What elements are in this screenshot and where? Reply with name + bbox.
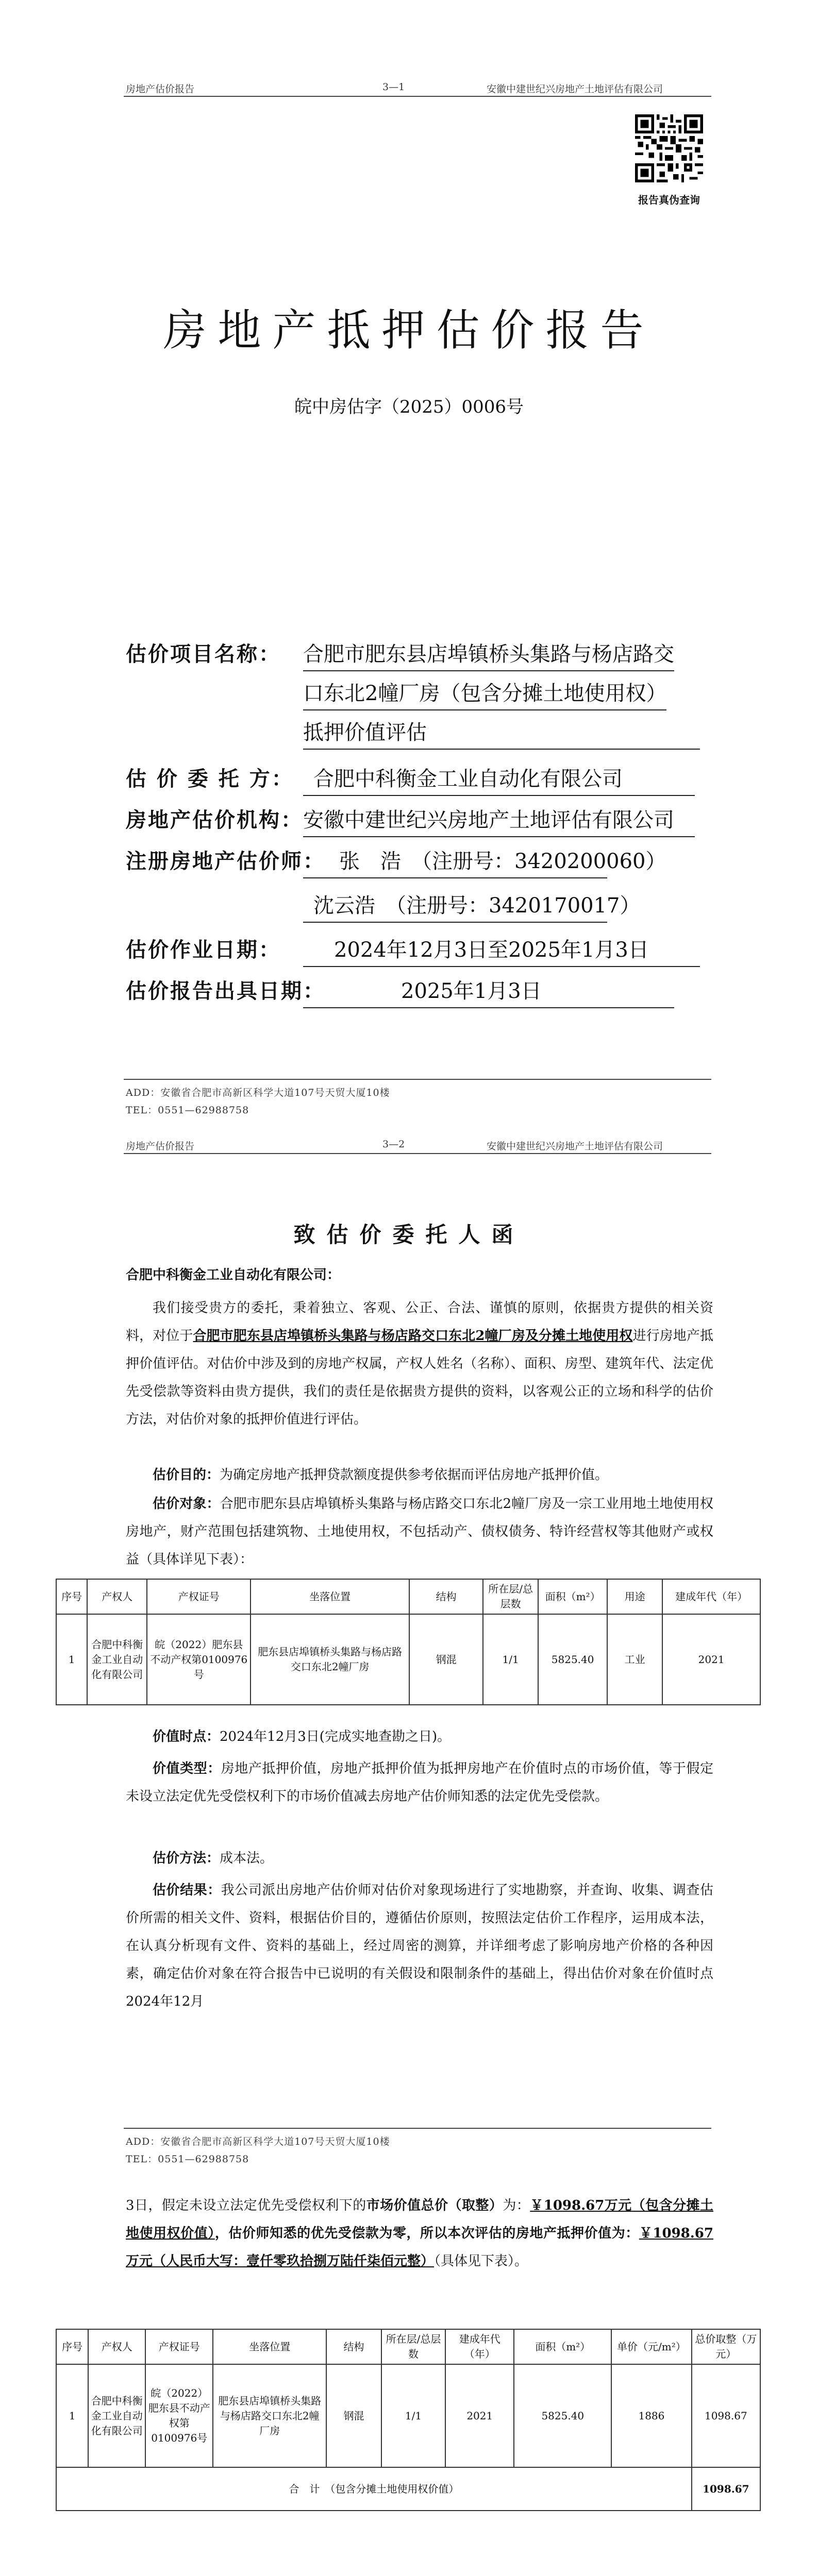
conclusion-mortgage-value: ￥1098.67万元（人民币大写：壹仟零玖拾捌万陆仟柒佰元整） [126,2226,713,2269]
cell-floor: 1/1 [483,1614,538,1705]
conclusion-text-f: ，估价师知悉的优先受偿款为零，所以本次评估的房地产抵押价值为： [214,2226,639,2241]
report-number: 皖中房估字（2025）0006号 [294,397,524,417]
cell-cert: 皖（2022）肥东县不动产权第0100976号 [147,1614,251,1705]
cell2-total: 1098.67 [692,2364,760,2467]
report-date-value: 2025年1月3日 [303,975,674,1008]
page2-header-left: 房地产估价报告 [126,1141,195,1152]
purpose-text: 为确定房地产抵押贷款额度提供参考依据而评估房地产抵押价值。 [220,1467,609,1483]
letter-title: 致估价委托人函 [293,1222,525,1247]
page2-header-center: 3—2 [382,1139,405,1150]
th2-owner: 产权人 [88,2329,145,2364]
cell2-floor: 1/1 [381,2364,445,2467]
result-text: 我公司派出房地产估价师对估价对象现场进行了实地勘察，并查询、收集、调查估价所需的相关文件、资料，根据估价目的，遵循估价原则，按照法定估价工作程序，运用成本法，在认真分析现有文件、资料的基础上，经过周密的测算，并详细考虑了影响房地产价格的各种因素，确定估价对象在符合报告中已说明的有关假设和限制条件的基础上，得出估价对象在价值时点2024年12月 [126,1883,713,2009]
th2-area: 面积（m²） [514,2329,611,2364]
th-structure: 结构 [409,1579,483,1614]
cell-index: 1 [56,1614,87,1705]
conclusion-text-a: 3日，假定未设立法定优先受偿权利下的 [126,2198,366,2213]
value-date-paragraph [126,1723,713,1751]
object-label: 估价对象： [153,1496,220,1512]
th2-unit-price: 单价（元/m²） [611,2329,691,2364]
th-area: 面积（m²） [538,1579,607,1614]
page2-footer-address: ADD：安徽省合肥市高新区科学大道107号天贸大厦10楼 [126,2136,390,2147]
th2-index: 序号 [56,2329,88,2364]
agency-label: 房地产估价机构： [126,808,303,832]
cell2-year: 2021 [445,2364,514,2467]
conclusion-text-c: 为： [503,2198,530,2213]
cell2-index: 1 [56,2364,88,2467]
qr-code-icon[interactable] [635,114,703,182]
qr-caption: 报告真伪查询 [638,194,700,206]
cell-owner: 合肥中科衡金工业自动化有限公司 [87,1614,147,1705]
valuation-table-header [56,2329,760,2364]
cell-use: 工业 [607,1614,662,1705]
intro-property-location: 合肥市肥东县店埠镇桥头集路与杨店路交口东北2幢厂房及分摊土地使用权 [193,1328,633,1344]
letter-salutation: 合肥中科衡金工业自动化有限公司： [126,1267,341,1283]
page2-footer-rule [124,2128,711,2129]
cell2-location: 肥东县店埠镇桥头集路与杨店路交口东北2幢厂房 [213,2364,326,2467]
valuation-table [56,2329,761,2511]
method-paragraph [126,1844,713,1872]
th2-year: 建成年代（年） [445,2329,514,2364]
result-paragraph [126,1876,713,2015]
object-paragraph [126,1490,713,1573]
result-label: 估价结果： [153,1883,221,1898]
client-value: 合肥中科衡金工业自动化有限公司 [303,762,695,796]
method-text: 成本法。 [220,1851,274,1866]
work-date-label: 估价作业日期： [126,938,281,962]
th2-floor: 所在层/总层数 [381,2329,445,2364]
valuation-total-row [56,2467,760,2511]
page2-footer-tel: TEL：0551—62988758 [126,2154,249,2165]
project-name-label: 估价项目名称： [126,642,281,666]
conclusion-include-land: （包含分摊土地使用权价值） [126,2198,713,2241]
cell-year: 2021 [662,1614,760,1705]
value-type-label: 价值类型： [153,1761,221,1776]
project-name-line-3: 抵押价值评估 [303,716,700,750]
intro-paragraph [126,1294,713,1433]
cell2-cert: 皖（2022）肥东县不动产权第0100976号 [145,2364,213,2467]
purpose-label: 估价目的： [153,1467,220,1483]
cell-area: 5825.40 [538,1614,607,1705]
value-date-text: 2024年12月3日(完成实地查勘之日)。 [220,1729,451,1744]
intro-text-a: 我们接受贵方的委托，秉着独立、客观、公正、合法、谨慎的原则，依据贵方提供的相关资料，对位于 [126,1300,713,1344]
th2-structure: 结构 [326,2329,381,2364]
cell2-structure: 钢混 [326,2364,381,2467]
page2-header-right: 安徽中建世纪兴房地产土地评估有限公司 [487,1141,663,1152]
project-name-line-1: 合肥市肥东县店埠镇桥头集路与杨店路交 [303,638,674,671]
property-table [56,1579,761,1705]
conclusion-text-h: （具体见下表）。 [434,2253,528,2269]
page1-header-left: 房地产估价报告 [126,83,195,95]
table-row [56,2364,760,2467]
th-floor: 所在层/总层数 [483,1579,538,1614]
th2-cert: 产权证号 [145,2329,213,2364]
page1-header-rule [124,96,711,97]
appraiser-label: 注册房地产估价师： [126,849,325,873]
value-type-paragraph [126,1755,713,1810]
appraiser-2: 沈云浩 （注册号：3420170017） [303,889,607,923]
th-index: 序号 [56,1579,87,1614]
th-use: 用途 [607,1579,662,1614]
total-label: 合 计 （包含分摊土地使用权价值） [56,2467,692,2511]
page1-footer-tel: TEL：0551—62988758 [126,1105,249,1116]
value-type-text: 房地产抵押价值，房地产抵押价值为抵押房地产在价值时点的市场价值，等于假定未设立法定优先受偿权利下的市场价值减去房地产估价师知悉的法定优先受偿款。 [126,1761,713,1804]
cell-location: 肥东县店埠镇桥头集路与杨店路交口东北2幢厂房 [251,1614,409,1705]
object-text: 合肥市肥东县店埠镇桥头集路与杨店路交口东北2幢厂房及一宗工业用地土地使用权房地产，财产范围包括建筑物、土地使用权，不包括动产、债权债务、特许经营权等其他财产或权益（具体详见下表）： [126,1496,713,1567]
th-location: 坐落位置 [251,1579,409,1614]
cell2-owner: 合肥中科衡金工业自动化有限公司 [88,2364,145,2467]
th2-total: 总价取整（万元） [692,2329,760,2364]
property-table-header [56,1579,760,1614]
purpose-paragraph [126,1461,713,1489]
th-cert: 产权证号 [147,1579,251,1614]
page1-header-center: 3—1 [382,81,405,93]
cell-structure: 钢混 [409,1614,483,1705]
conclusion-market-value-label: 市场价值总价（取整） [366,2198,503,2213]
th-year: 建成年代（年） [662,1579,760,1614]
cell2-area: 5825.40 [514,2364,611,2467]
work-date-value: 2024年12月3日至2025年1月3日 [303,934,700,967]
client-label: 估 价 委 托 方： [126,767,294,791]
method-label: 估价方法： [153,1851,220,1866]
project-name-line-2: 口东北2幢厂房（包含分摊土地使用权） [303,677,666,710]
page1-header-right: 安徽中建世纪兴房地产土地评估有限公司 [487,83,663,95]
agency-value: 安徽中建世纪兴房地产土地评估有限公司 [303,804,695,837]
th2-location: 坐落位置 [213,2329,326,2364]
conclusion-market-value: ￥1098.67万元 [530,2198,632,2213]
page1-footer-rule [124,1079,711,1080]
table-row [56,1614,760,1705]
page1-footer-address: ADD：安徽省合肥市高新区科学大道107号天贸大厦10楼 [126,1087,390,1098]
value-date-label: 价值时点： [153,1729,220,1744]
cell2-unit-price: 1886 [611,2364,691,2467]
report-title: 房地产抵押估价报告 [163,305,655,355]
report-date-label: 估价报告出具日期： [126,979,325,1003]
total-value: 1098.67 [692,2467,760,2511]
appraiser-1: 张 浩 （注册号：3420200060） [303,845,607,878]
intro-text-c: 进行房地产抵押价值评估。对估价中涉及到的房地产权属，产权人姓名（名称）、面积、房型、建筑年代、法定优先受偿款等资料由贵方提供，我们的责任是依据贵方提供的资料，以客观公正的立场和科学的估价方法，对估价对象的抵押价值进行评估。 [126,1328,713,1427]
conclusion-paragraph [126,2192,713,2275]
page2-header-rule [124,1153,711,1154]
th-owner: 产权人 [87,1579,147,1614]
